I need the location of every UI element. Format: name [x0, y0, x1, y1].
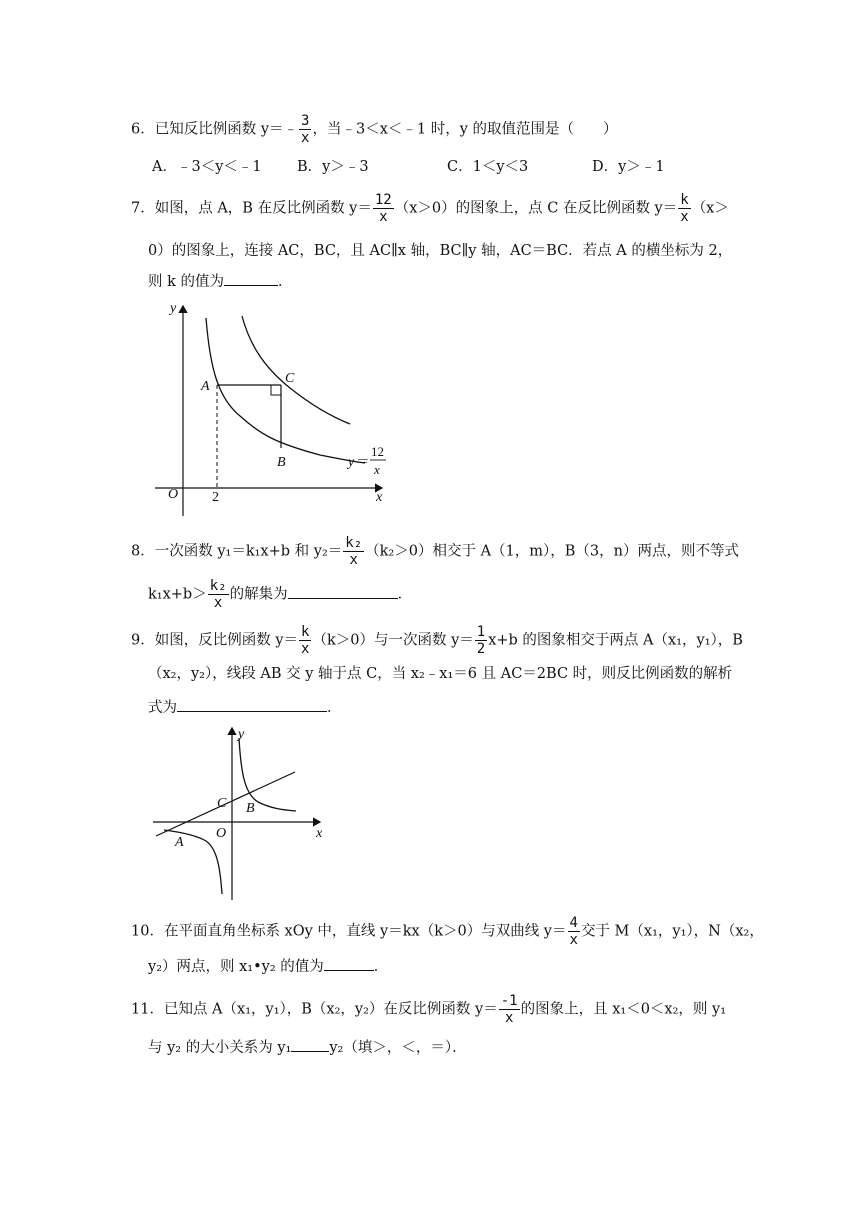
q7-label-tick-2: 2 — [212, 490, 219, 505]
q9-label-c: C — [217, 796, 227, 811]
q7-line1 — [131, 192, 729, 225]
q9-fraction-kx: $\frac{k}{x}$ — [301, 624, 310, 657]
q8-answer-blank[interactable] — [288, 584, 398, 599]
q7-line3-end: ． — [278, 274, 293, 290]
q6-fraction: $\frac{3}{x}$ — [301, 113, 310, 146]
q8-fraction-1: $\frac{\text{k₂}}{x}$ — [345, 535, 363, 568]
q9-fraction-half: $\frac{1}{2}$ — [476, 624, 486, 657]
q10-line2 — [148, 956, 388, 977]
q9-hyperbola-branch-3 — [164, 830, 222, 894]
q6-lead: 6．已知反比例函数 — [131, 121, 261, 138]
q11-text-a: 11．已知点 A（x₁，y₁），B（x₂，y₂）在反比例函数 y＝ — [131, 1001, 498, 1018]
q6-stem — [131, 113, 618, 146]
q6-yeq: y＝﹣ — [260, 121, 299, 138]
q9-answer-blank[interactable] — [177, 697, 327, 712]
q11-line2 — [148, 1037, 467, 1058]
q10-line1 — [131, 915, 764, 948]
q7-curve-label-num: 12 — [371, 444, 384, 459]
q7-label-b: B — [277, 455, 286, 470]
q9-label-a: A — [175, 835, 184, 850]
q10-answer-blank[interactable] — [324, 956, 374, 971]
q8-line1 — [131, 535, 739, 568]
q9-label-x: x — [316, 826, 323, 841]
q9-text-c: x+b 的图象相交于两点 A（x₁，y₁），B — [488, 632, 743, 649]
q7-label-origin: O — [168, 487, 179, 502]
q6-option-a: A．﹣3＜y＜﹣1 — [152, 159, 262, 175]
q9-label-origin: O — [216, 826, 227, 841]
q11-text-d: y₂（填＞，＜，＝）． — [329, 1040, 467, 1056]
q11-text-c: 与 y₂ 的大小关系为 y₁ — [148, 1040, 292, 1056]
q7-line3-text: 则 k 的值为 — [148, 274, 225, 290]
q10-fraction: $\frac{4}{x}$ — [569, 915, 578, 948]
q6-option-c: C．1＜y＜3 — [447, 159, 529, 175]
q7-curve-12-over-x — [206, 318, 365, 463]
q9-figure — [150, 724, 340, 904]
q6-option-b: B．y＞﹣3 — [297, 159, 369, 175]
q8-line2 — [148, 578, 412, 611]
q7-right-angle-mark — [271, 385, 281, 395]
q7-curve-k-over-x — [242, 316, 350, 424]
q7-fraction-kx: $\frac{k}{x}$ — [680, 192, 689, 225]
q7-label-y: y — [170, 301, 177, 316]
q7-curve-label-den: x — [374, 462, 380, 477]
q9-text-b: （k＞0）与一次函数 y＝ — [312, 632, 474, 649]
q11-fraction: $\frac{-1}{x}$ — [500, 993, 518, 1026]
q9-line1 — [131, 624, 743, 657]
q10-line2-end: ． — [373, 959, 389, 975]
q8-text-c: k₁x+b＞ — [148, 586, 207, 603]
q8-text-d: 的解集为 — [229, 586, 288, 603]
q7-label-x: x — [376, 490, 383, 505]
q10-line2-text: y₂）两点，则 x₁•y₂ 的值为 — [148, 959, 324, 975]
q7-text-b: （x＞0）的图象上，点 C 在反比例函数 y＝ — [394, 200, 678, 217]
q9-label-y: y — [238, 727, 245, 742]
q8-text-a: 8．一次函数 y₁＝k₁x+b 和 y₂＝ — [131, 543, 343, 560]
q11-line1 — [131, 993, 726, 1026]
q7-label-a: A — [201, 379, 210, 394]
q9-line3-text: 式为 — [148, 700, 177, 716]
q7-figure — [150, 298, 400, 520]
q9-label-b: B — [246, 801, 255, 816]
q9-line3-end: ． — [327, 700, 342, 716]
q8-text-b: （k₂＞0）相交于 A（1，m），B（3，n）两点，则不等式 — [365, 543, 739, 560]
q7-text-c: （x＞ — [691, 200, 729, 217]
q11-text-b: 的图象上，且 x₁＜0＜x₂，则 y₁ — [520, 1001, 727, 1018]
q7-text-a: 7．如图，点 A，B 在反比例函数 y＝ — [131, 200, 372, 217]
q8-text-end: ． — [397, 586, 413, 603]
q7-answer-blank[interactable] — [224, 271, 278, 286]
q8-fraction-2: $\frac{\text{k₂}}{x}$ — [209, 578, 227, 611]
q9-line3 — [148, 697, 342, 718]
q9-line2: （x₂，y₂），线段 AB 交 y 轴于点 C，当 x₂﹣x₁＝6 且 AC＝2BC 时，则反比例函数的解析 — [148, 666, 733, 682]
q7-curve-label: y＝ — [348, 455, 369, 470]
q10-text-b: 交于 M（x₁，y₁），N（x₂， — [580, 923, 764, 940]
q7-label-c: C — [285, 371, 295, 386]
q10-text-a: 10．在平面直角坐标系 xOy 中，直线 y＝kx（k＞0）与双曲线 y＝ — [131, 923, 567, 940]
q6-option-d: D．y＞﹣1 — [592, 159, 665, 175]
q6-tail: ，当﹣3＜x＜﹣1 时，y 的取值范围是（ ） — [312, 121, 618, 138]
q7-line3 — [148, 271, 293, 292]
q7-line2: 0）的图象上，连接 AC，BC，且 AC∥x 轴，BC∥y 轴，AC＝BC．若点 A 的横坐标为 2， — [148, 243, 733, 259]
q9-text-a: 9．如图，反比例函数 y＝ — [131, 632, 299, 649]
q11-answer-blank[interactable] — [291, 1037, 329, 1052]
q7-fraction-12x: $\frac{12}{x}$ — [374, 192, 392, 225]
